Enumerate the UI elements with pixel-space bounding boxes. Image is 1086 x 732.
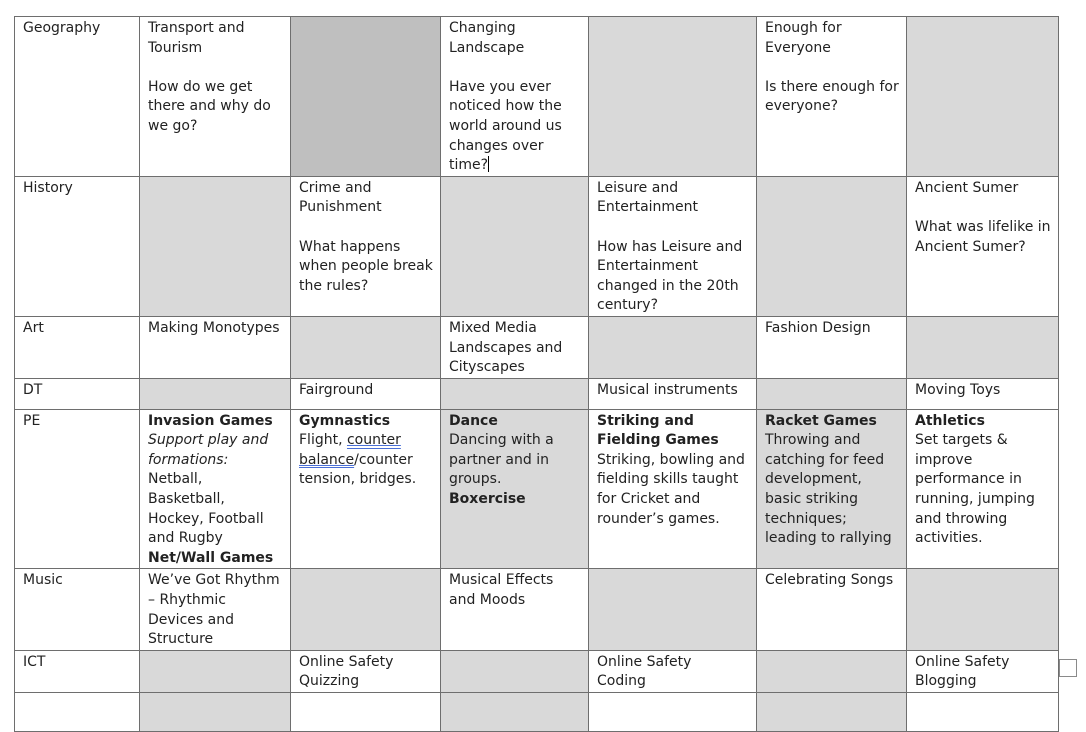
history-cell-4[interactable] bbox=[589, 176, 757, 316]
empty-cell-6[interactable] bbox=[907, 693, 1059, 732]
geography-cell-5[interactable] bbox=[757, 17, 907, 177]
geography-cell-2[interactable] bbox=[291, 17, 441, 177]
empty-cell-5[interactable] bbox=[757, 693, 907, 732]
music-cell-3[interactable]: Musical Effects and Moods bbox=[441, 569, 589, 650]
cell-question-text: Have you ever noticed how the world around us changes over time? bbox=[449, 78, 562, 174]
pe-cell-1[interactable] bbox=[140, 409, 291, 569]
cell-heading-2: Net/Wall Games bbox=[148, 549, 274, 566]
cell-heading: Striking and Fielding Games bbox=[597, 412, 719, 449]
curriculum-table bbox=[14, 16, 1059, 732]
ict-cell-5[interactable] bbox=[757, 650, 907, 692]
cell-title: Crime and Punishment bbox=[299, 179, 382, 216]
art-cell-6[interactable] bbox=[907, 316, 1059, 378]
dt-cell-3[interactable] bbox=[441, 378, 589, 409]
cell-heading: Dance bbox=[449, 412, 498, 429]
cell-line-1: Online Safety bbox=[299, 653, 394, 670]
ict-cell-4[interactable] bbox=[589, 650, 757, 692]
history-cell-1[interactable] bbox=[140, 176, 291, 316]
ict-cell-3[interactable] bbox=[441, 650, 589, 692]
ict-cell-2[interactable] bbox=[291, 650, 441, 692]
art-cell-4[interactable] bbox=[589, 316, 757, 378]
cell-question: How do we get there and why do we go? bbox=[148, 78, 271, 134]
row-art bbox=[15, 316, 1059, 378]
text-cursor bbox=[488, 156, 489, 172]
dt-cell-1[interactable] bbox=[140, 378, 291, 409]
cell-heading: Racket Games bbox=[765, 412, 877, 429]
table-resize-handle[interactable] bbox=[1059, 659, 1077, 677]
subject-ict[interactable]: ICT bbox=[15, 650, 140, 692]
subject-dt[interactable]: DT bbox=[15, 378, 140, 409]
subject-art[interactable]: Art bbox=[15, 316, 140, 378]
cell-question: What happens when people break the rules? bbox=[299, 238, 433, 294]
cell-line-2: Blogging bbox=[915, 673, 977, 690]
pe-cell-4[interactable] bbox=[589, 409, 757, 569]
subject-history[interactable]: History bbox=[15, 176, 140, 316]
subject-music[interactable]: Music bbox=[15, 569, 140, 650]
cell-body: Set targets & improve performance in running, jumping and throwing activities. bbox=[915, 432, 1035, 547]
empty-cell-0[interactable] bbox=[15, 693, 140, 732]
music-cell-4[interactable] bbox=[589, 569, 757, 650]
music-cell-5[interactable]: Celebrating Songs bbox=[757, 569, 907, 650]
history-cell-3[interactable] bbox=[441, 176, 589, 316]
geography-cell-3[interactable] bbox=[441, 17, 589, 177]
geography-cell-6[interactable] bbox=[907, 17, 1059, 177]
pe-cell-6[interactable] bbox=[907, 409, 1059, 569]
cell-body-post: /counter tension, bridges. bbox=[299, 451, 417, 488]
cell-note: Support play and formations: bbox=[148, 432, 269, 468]
row-geography bbox=[15, 17, 1059, 177]
history-cell-6[interactable] bbox=[907, 176, 1059, 316]
cell-title: Leisure and Entertainment bbox=[597, 179, 699, 216]
cell-title: Transport and Tourism bbox=[148, 20, 245, 56]
cell-heading: Athletics bbox=[915, 412, 985, 429]
dt-cell-6[interactable]: Moving Toys bbox=[907, 378, 1059, 409]
cell-body: Striking, bowling and fielding skills taught for Cricket and rounder’s games. bbox=[597, 451, 745, 527]
cell-heading-2: Boxercise bbox=[449, 491, 526, 508]
ict-cell-6[interactable] bbox=[907, 650, 1059, 692]
pe-cell-2[interactable] bbox=[291, 409, 441, 569]
cell-line-1: Online Safety bbox=[597, 653, 692, 670]
cell-body: Dancing with a partner and in groups. bbox=[449, 432, 554, 488]
history-cell-5[interactable] bbox=[757, 176, 907, 316]
art-cell-3[interactable]: Mixed Media Landscapes and Cityscapes bbox=[441, 316, 589, 378]
subject-geography[interactable]: Geography bbox=[15, 17, 140, 177]
cell-question: How has Leisure and Entertainment changed in the 20th century? bbox=[597, 238, 743, 314]
ict-cell-1[interactable] bbox=[140, 650, 291, 692]
cell-question: What was lifelike in Ancient Sumer? bbox=[915, 218, 1051, 255]
art-cell-2[interactable] bbox=[291, 316, 441, 378]
cell-heading: Gymnastics bbox=[299, 412, 391, 429]
cell-body: Throwing and catching for feed development, basic striking techniques; leading to rallying bbox=[765, 432, 892, 547]
pe-cell-5[interactable] bbox=[757, 409, 907, 569]
cell-title: Enough for Everyone bbox=[765, 20, 842, 56]
empty-cell-1[interactable] bbox=[140, 693, 291, 732]
cell-question: Is there enough for everyone? bbox=[765, 78, 899, 115]
empty-cell-4[interactable] bbox=[589, 693, 757, 732]
row-music bbox=[15, 569, 1059, 650]
subject-pe[interactable]: PE bbox=[15, 409, 140, 569]
cell-body: Netball, Basketball, Hockey, Football and Rugby bbox=[148, 471, 264, 547]
music-cell-2[interactable] bbox=[291, 569, 441, 650]
cell-heading: Invasion Games bbox=[148, 412, 273, 429]
art-cell-5[interactable]: Fashion Design bbox=[757, 316, 907, 378]
cell-line-2: Quizzing bbox=[299, 673, 360, 690]
music-cell-1[interactable]: We’ve Got Rhythm – Rhythmic Devices and Structure bbox=[140, 569, 291, 650]
history-cell-2[interactable] bbox=[291, 176, 441, 316]
dt-cell-5[interactable] bbox=[757, 378, 907, 409]
cell-body-pre: Flight, bbox=[299, 432, 347, 449]
row-empty bbox=[15, 693, 1059, 732]
cell-title: Changing Landscape bbox=[449, 20, 525, 56]
row-pe bbox=[15, 409, 1059, 569]
art-cell-1[interactable]: Making Monotypes bbox=[140, 316, 291, 378]
cell-question bbox=[449, 78, 581, 176]
spelling-mark[interactable]: counter balance bbox=[299, 432, 401, 468]
row-history bbox=[15, 176, 1059, 316]
empty-cell-2[interactable] bbox=[291, 693, 441, 732]
row-dt bbox=[15, 378, 1059, 409]
geography-cell-1[interactable] bbox=[140, 17, 291, 177]
cell-title: Ancient Sumer bbox=[915, 179, 1019, 196]
dt-cell-4[interactable]: Musical instruments bbox=[589, 378, 757, 409]
music-cell-6[interactable] bbox=[907, 569, 1059, 650]
empty-cell-3[interactable] bbox=[441, 693, 589, 732]
row-ict bbox=[15, 650, 1059, 692]
dt-cell-2[interactable]: Fairground bbox=[291, 378, 441, 409]
geography-cell-4[interactable] bbox=[589, 17, 757, 177]
cell-line-1: Online Safety bbox=[915, 653, 1010, 670]
cell-line-2: Coding bbox=[597, 673, 646, 690]
cell-body bbox=[299, 431, 433, 490]
pe-cell-3[interactable] bbox=[441, 409, 589, 569]
